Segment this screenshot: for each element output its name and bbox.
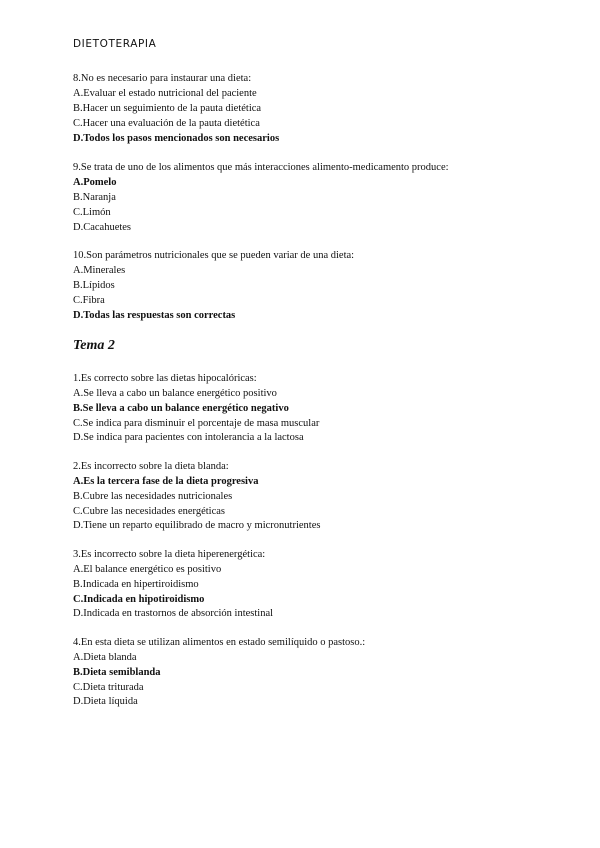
question-text: 3.Es incorrecto sobre la dieta hiperenergética: [73,549,266,560]
answer-option: D.Se indica para pacientes con intolerancia a la lactosa [73,432,304,443]
answer-option: C.Cubre las necesidades energéticas [73,506,225,517]
answer-option: C.Fibra [73,295,105,306]
answer-option: A.Se lleva a cabo un balance energético positivo [73,388,277,399]
correct-answer-option: A.Pomelo [73,177,117,188]
correct-answer-option: D.Todas las respuestas son correctas [73,310,236,321]
question-text: 1.Es correcto sobre las dietas hipocalóricas: [73,373,257,384]
answer-option: B.Lípidos [73,280,115,291]
answer-option: C.Limón [73,207,111,218]
answer-option: B.Hacer un seguimiento de la pauta dietética [73,103,262,114]
answer-option: B.Indicada en hipertiroidismo [73,579,199,590]
answer-option: A.Minerales [73,265,126,276]
correct-answer-option: C.Indicada en hipotiroidismo [73,594,205,605]
section-heading: Tema 2 [73,338,115,353]
question-text: 2.Es incorrecto sobre la dieta blanda: [73,461,229,472]
correct-answer-option: B.Dieta semiblanda [73,667,161,678]
answer-option: C.Hacer una evaluación de la pauta dietética [73,118,260,129]
answer-option: D.Indicada en trastornos de absorción intestinal [73,608,274,619]
answer-option: C.Se indica para disminuir el porcentaje de masa muscular [73,418,320,429]
correct-answer-option: D.Todos los pasos mencionados son necesarios [73,133,280,144]
answer-option: A.Evaluar el estado nutricional del paciente [73,88,257,99]
answer-option: C.Dieta triturada [73,682,144,693]
answer-option: A.Dieta blanda [73,652,137,663]
correct-answer-option: A.Es la tercera fase de la dieta progresiva [73,476,259,487]
question-text: 4.En esta dieta se utilizan alimentos en estado semilíquido o pastoso.: [73,637,366,648]
answer-option: A.El balance energético es positivo [73,564,222,575]
question-text: 8.No es necesario para instaurar una dieta: [73,73,252,84]
question-text: 10.Son parámetros nutricionales que se pueden variar de una dieta: [73,250,355,261]
answer-option: B.Naranja [73,192,116,203]
document-title: DIETOTERAPIA [73,38,157,50]
question-text: 9.Se trata de uno de los alimentos que más interacciones alimento-medicamento produce: [73,162,449,173]
correct-answer-option: B.Se lleva a cabo un balance energético negativo [73,403,289,414]
answer-option: D.Dieta líquida [73,696,138,707]
answer-option: D.Tiene un reparto equilibrado de macro y micronutrientes [73,520,321,531]
answer-option: B.Cubre las necesidades nutricionales [73,491,233,502]
answer-option: D.Cacahuetes [73,222,132,233]
